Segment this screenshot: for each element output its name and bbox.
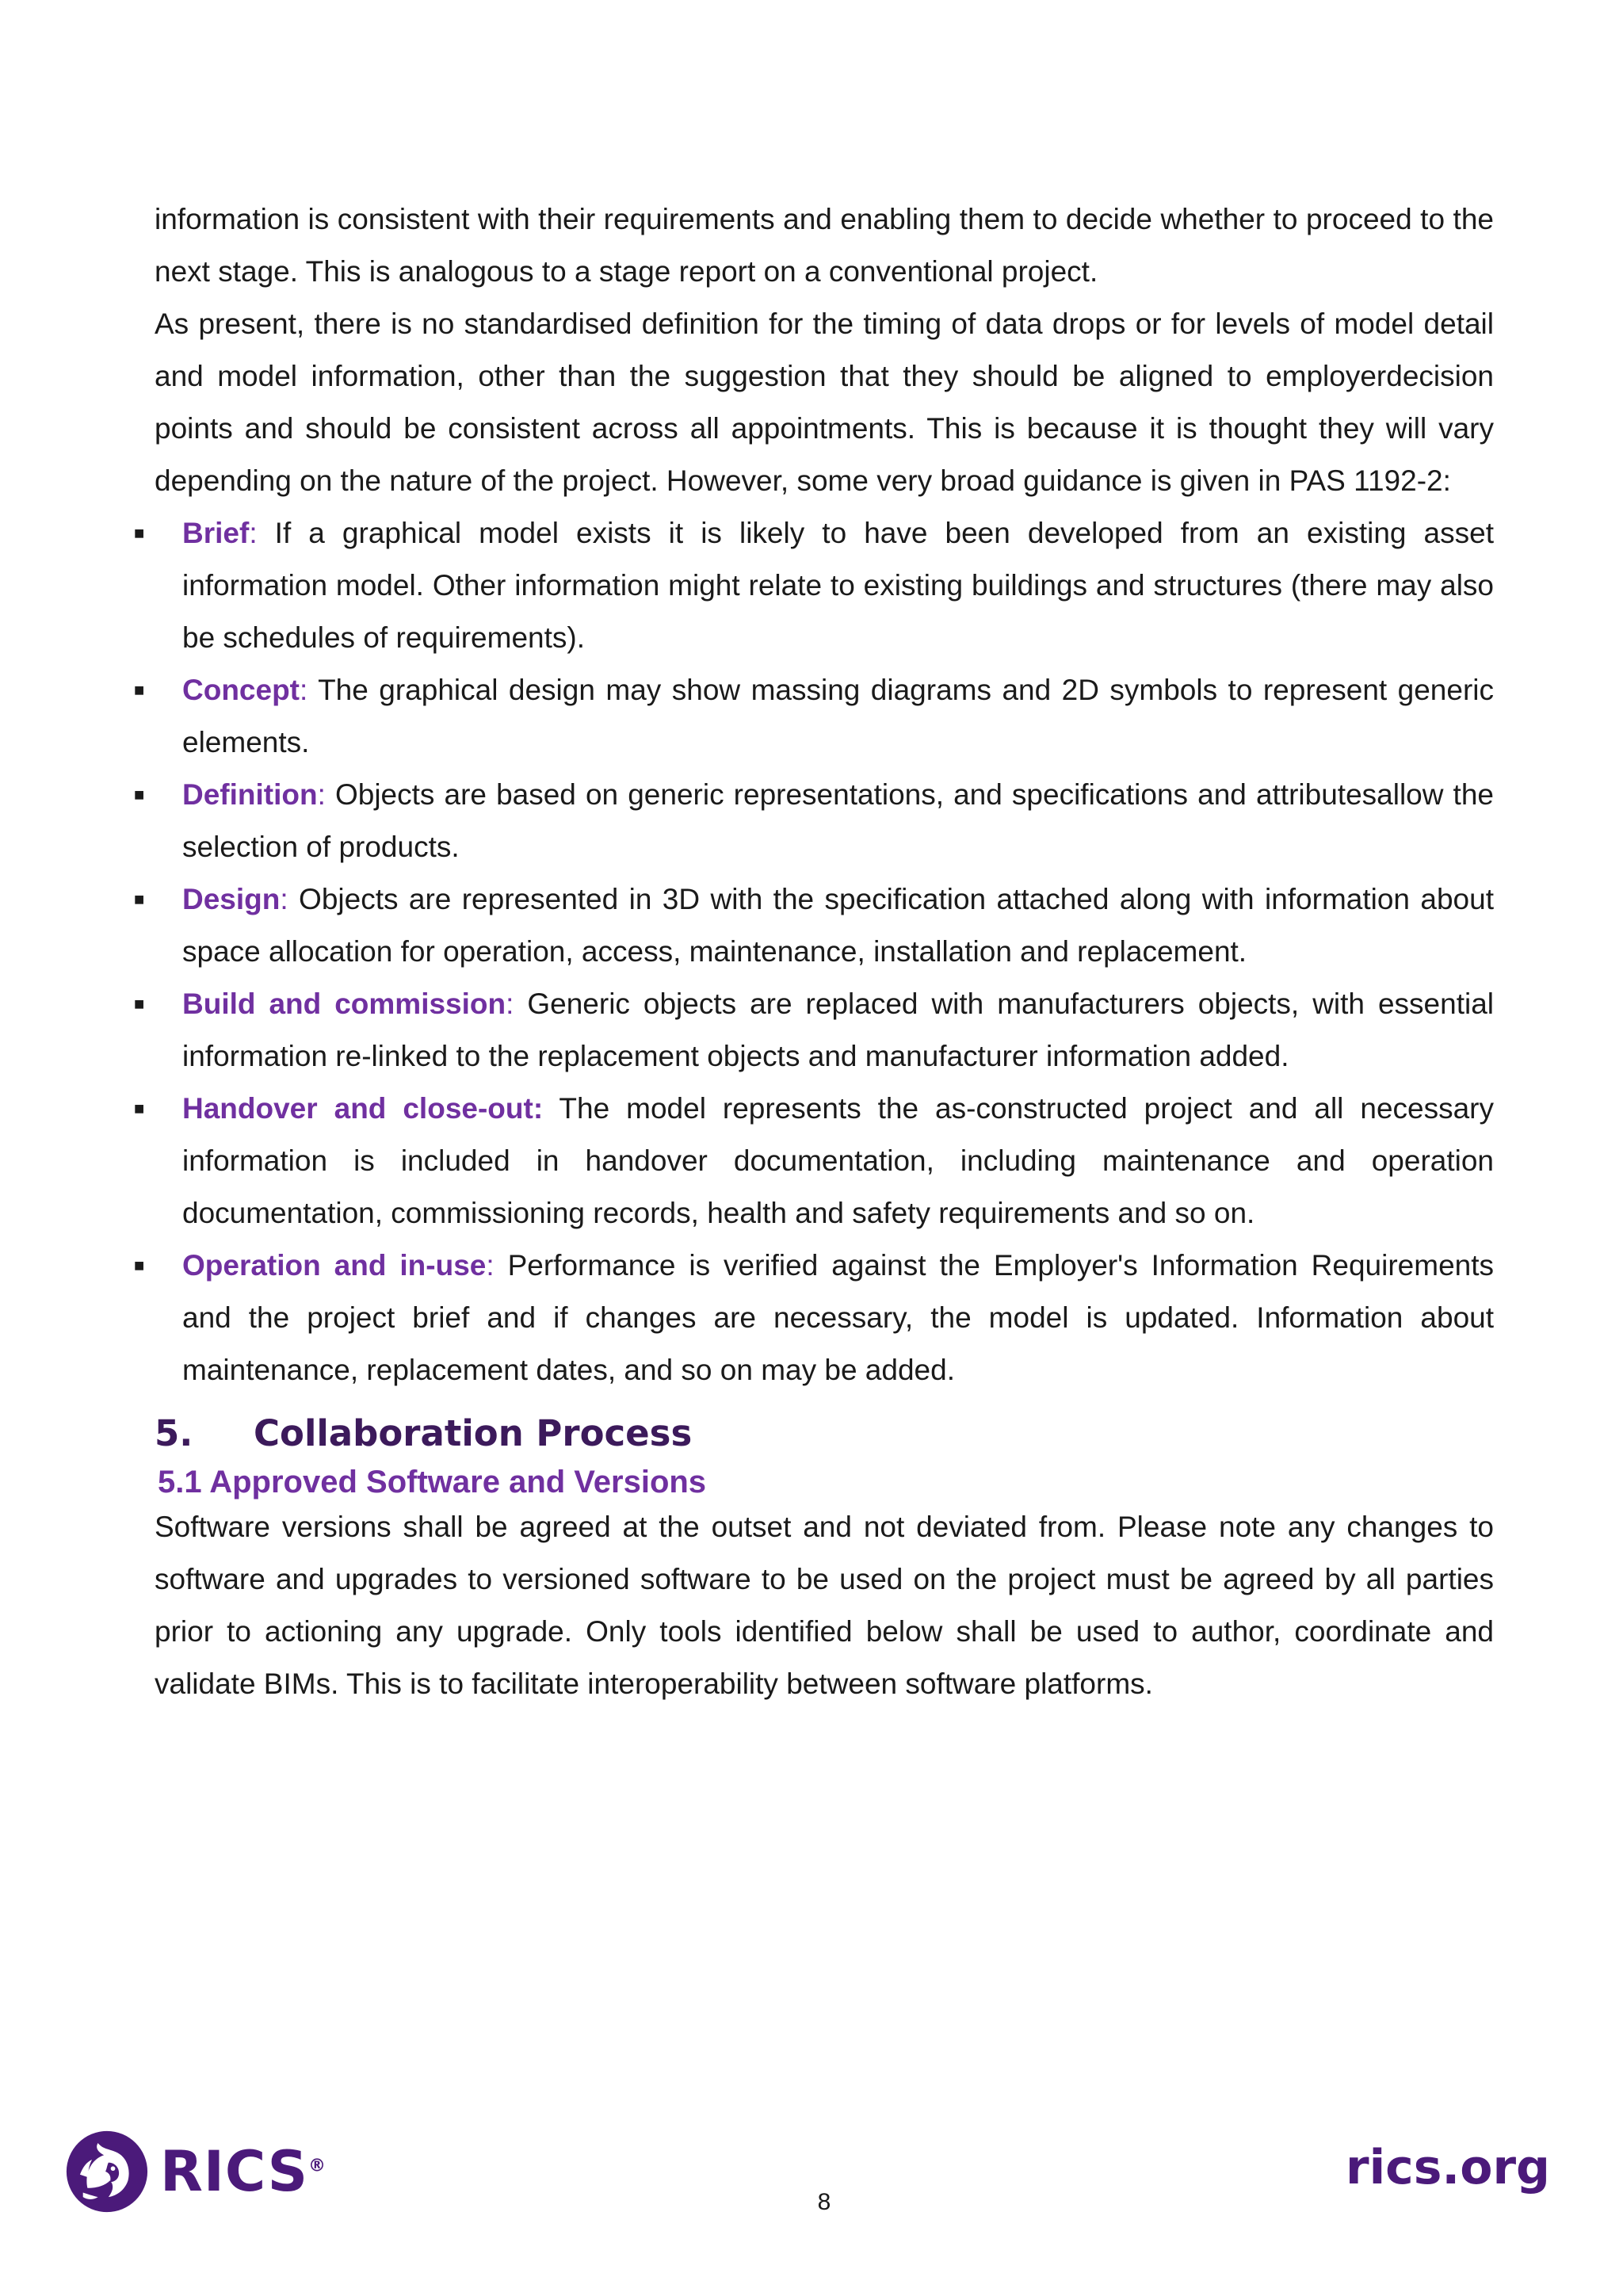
bullet-square-icon: ■ — [134, 1098, 145, 1118]
bullet-square-icon: ■ — [134, 680, 145, 700]
stage-term: Brief — [182, 517, 250, 549]
list-item — [134, 507, 1494, 664]
stage-colon: : — [249, 517, 258, 549]
stage-term: Handover and close-out: — [182, 1092, 544, 1125]
intro-paragraph-2: As present, there is no standardised definition for the timing of data drops or for levels of model detail and model information, other than the suggestion that they should be aligned to employerdecision points and should be consistent across all appointments. This is because it is thought they will vary depending on the nature of the project. However, some very broad guidance is given in PAS 1192-2: — [155, 308, 1494, 497]
registered-mark: ® — [308, 2156, 327, 2176]
stage-colon: : — [280, 883, 288, 915]
stage-term: Design — [182, 883, 281, 915]
stage-description: The model represents the as-constructed project and all necessary information is included in handover documentation, including maintenance and operation documentation, commissioning records, health and safety requirements and so on. — [182, 1092, 1494, 1229]
stage-description: If a graphical model exists it is likely to have been developed from an existing asset information model. Other information might relate to existing buildings and structures (there may also be schedules of requirements). — [182, 517, 1494, 654]
list-item — [134, 664, 1494, 769]
section-heading — [155, 1406, 1494, 1461]
rics-logo — [65, 2124, 327, 2219]
section-title: Collaboration Process — [254, 1412, 693, 1454]
stage-colon: : — [486, 1249, 495, 1282]
stage-description: Objects are based on generic representations, and specifications and attributesallow the selection of products. — [182, 778, 1494, 863]
stage-colon: : — [300, 674, 308, 706]
section-number: 5. — [155, 1412, 193, 1454]
stage-description: Objects are represented in 3D with the specification attached along with information about space allocation for operation, access, maintenance, installation and replacement. — [182, 883, 1494, 968]
list-item — [134, 1240, 1495, 1396]
subsection-paragraph: Software versions shall be agreed at the outset and not deviated from. Please note any changes to software and upgrades to versioned software to be used on the project must be agreed by all parties prior to actioning any upgrade. Only tools identified below shall be used to author, coordinate and validate BIMs. This is to facilitate interoperability between software platforms. — [155, 1511, 1494, 1700]
bullet-square-icon: ■ — [134, 1255, 145, 1275]
bullet-square-icon: ■ — [134, 889, 145, 909]
bullet-square-icon: ■ — [134, 523, 145, 543]
list-item — [134, 769, 1494, 873]
logo-wordmark — [160, 2139, 327, 2204]
document-body — [134, 193, 1495, 1710]
stage-list — [134, 507, 1495, 1396]
bullet-square-icon: ■ — [134, 785, 145, 804]
stage-term: Definition — [182, 778, 318, 811]
subsection-heading: 5.1 Approved Software and Versions — [158, 1465, 707, 1499]
lion-icon — [65, 2127, 149, 2216]
site-url[interactable]: rics.org — [1346, 2140, 1550, 2195]
stage-colon: : — [506, 988, 514, 1020]
intro-paragraph-1: information is consistent with their requirements and enabling them to decide whether to proceed to the next stage. This is analogous to a stage report on a conventional project. — [155, 203, 1494, 288]
stage-term: Concept — [182, 674, 300, 706]
stage-description: Generic objects are replaced with manufacturers objects, with essential information re-linked to the replacement objects and manufacturer information added. — [182, 988, 1494, 1072]
stage-term: Build and commission — [182, 988, 506, 1020]
stage-description: Performance is verified against the Employer's Information Requirements and the project brief and if changes are necessary, the model is updated. Information about maintenance, replacement dates, and so on may be added. — [182, 1249, 1495, 1386]
page-number: 8 — [817, 2189, 831, 2215]
stage-term: Operation and in-use — [182, 1249, 487, 1282]
logo-text: RICS — [159, 2139, 308, 2204]
stage-colon: : — [317, 778, 326, 811]
list-item — [134, 1083, 1494, 1240]
stage-description: The graphical design may show massing diagrams and 2D symbols to represent generic elements. — [182, 674, 1494, 758]
bullet-square-icon: ■ — [134, 994, 145, 1014]
list-item — [134, 873, 1494, 978]
list-item — [134, 978, 1494, 1083]
